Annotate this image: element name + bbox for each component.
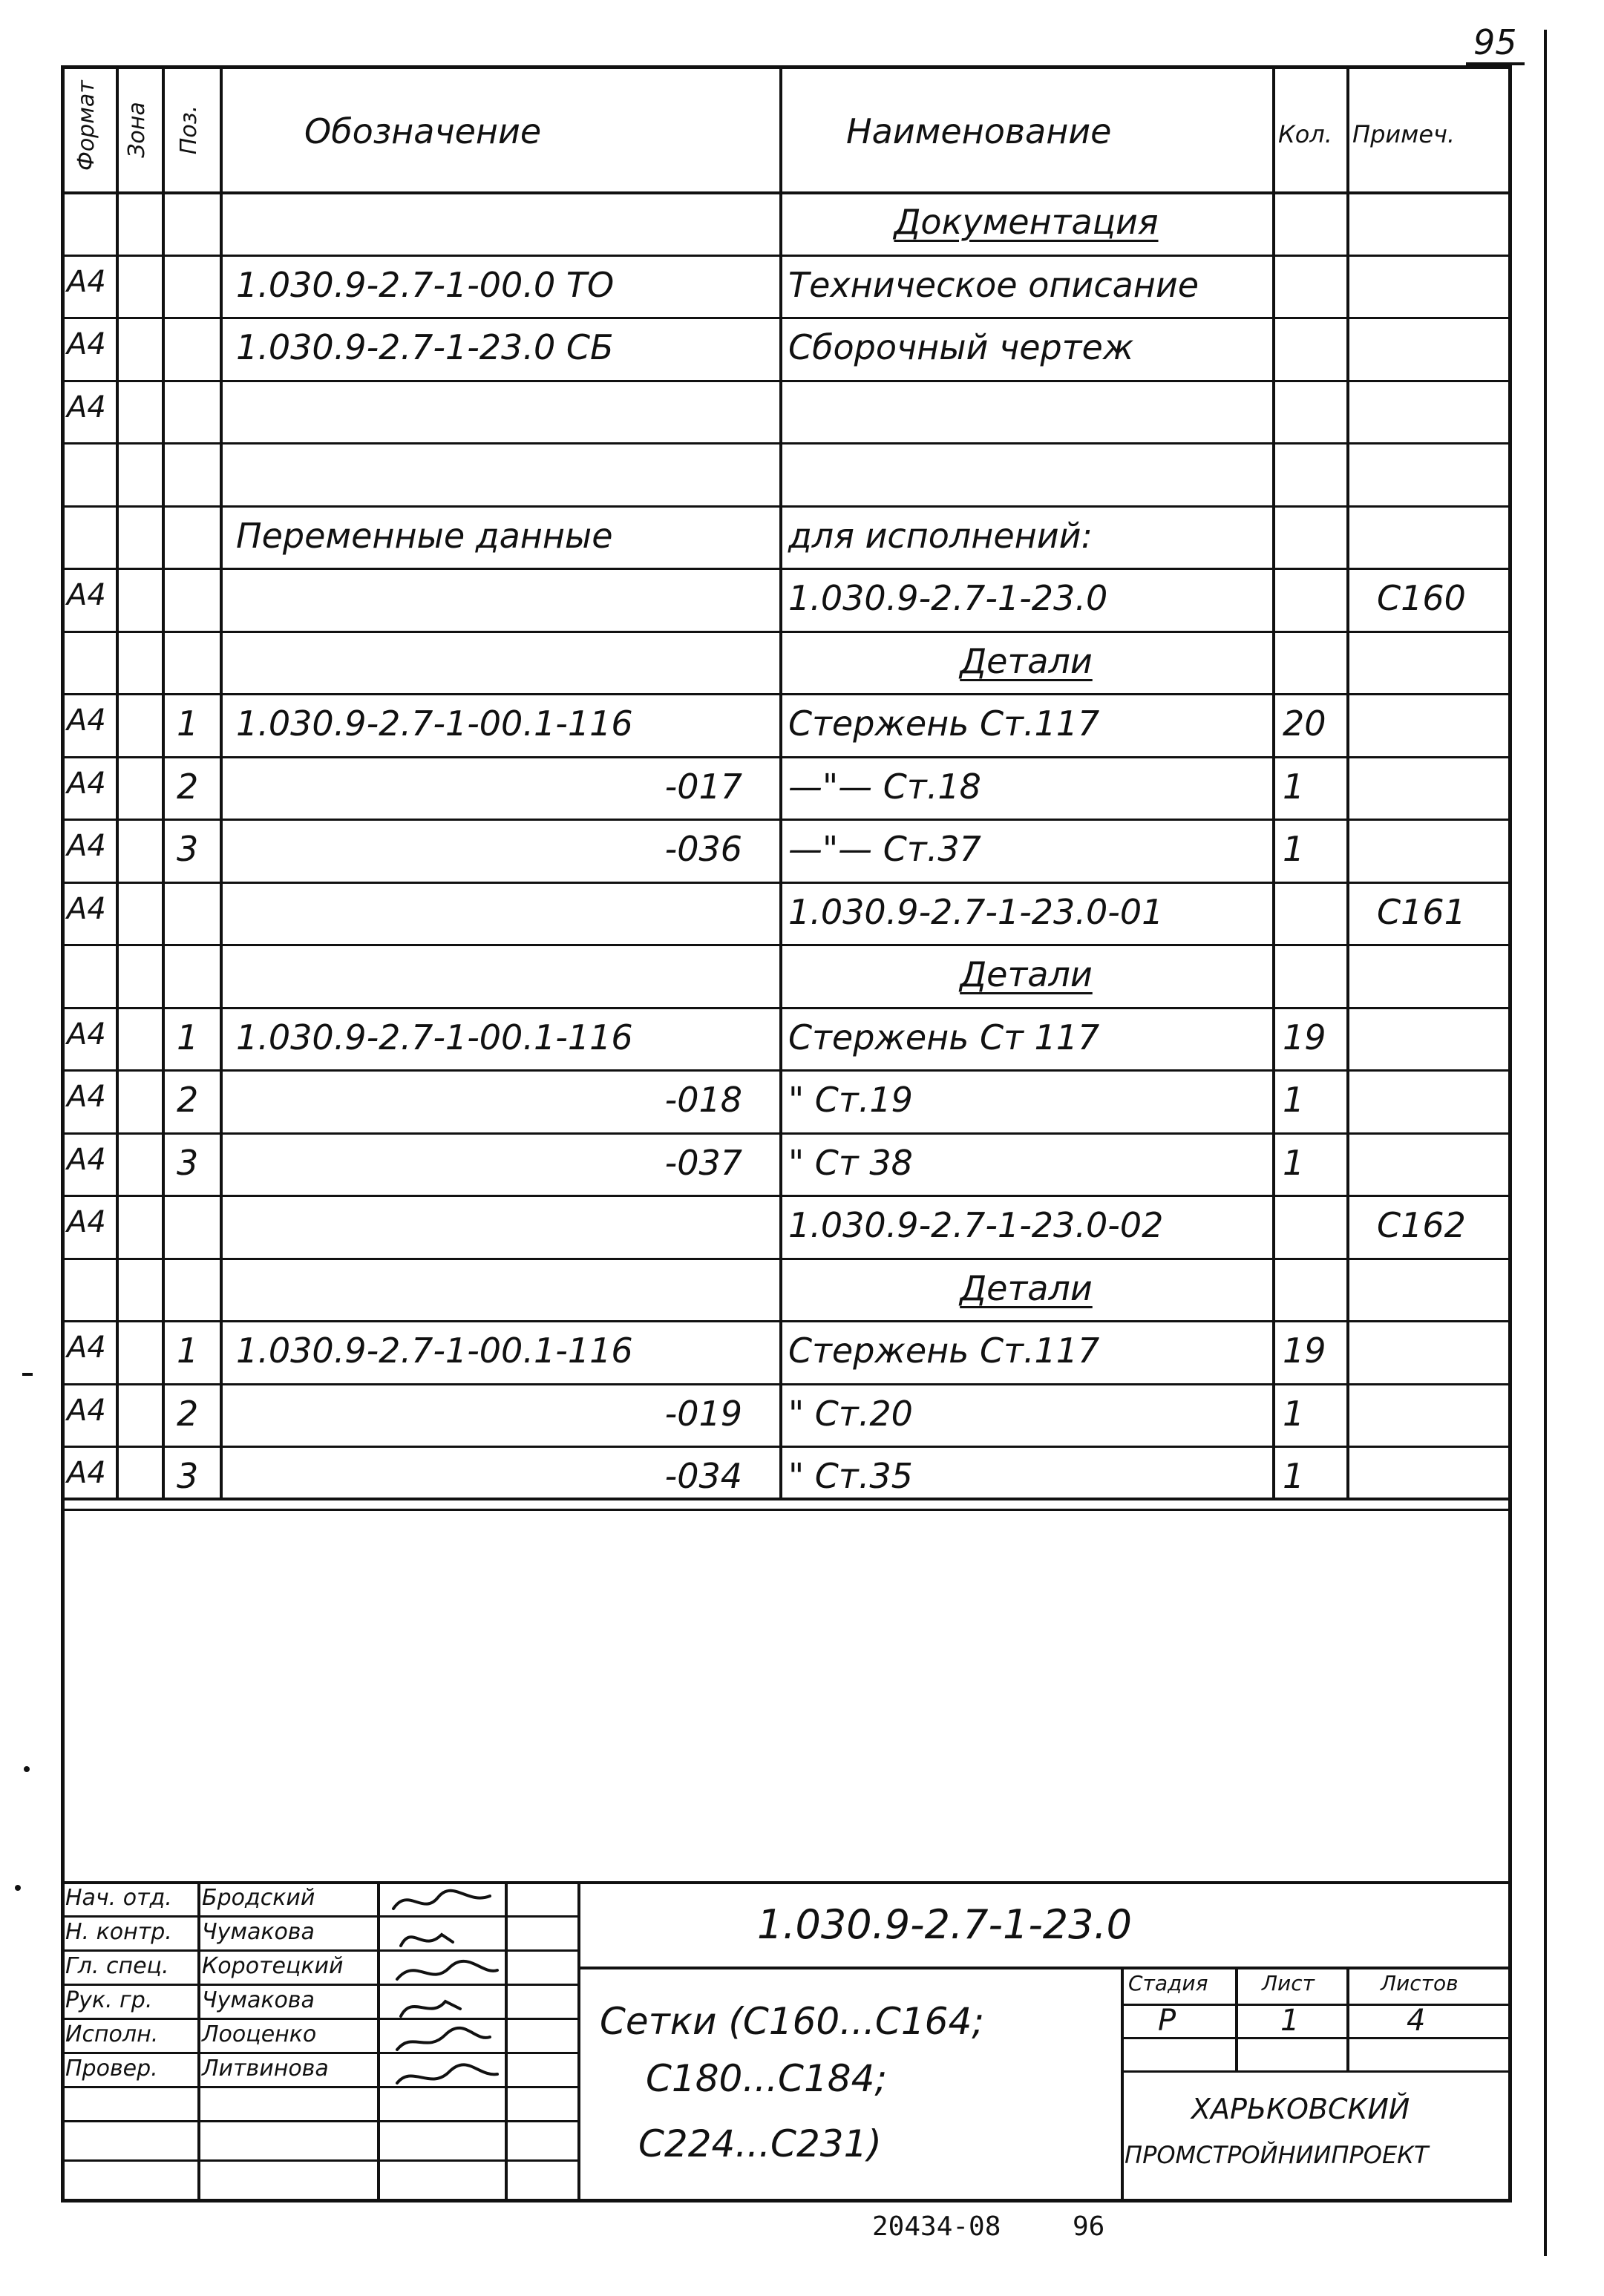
row-designation: 1.030.9-2.7-1-00.0 ТО (236, 265, 615, 305)
tb-code-line (577, 1967, 1512, 1969)
row-designation: 1.030.9-2.7-1-00.1-116 (236, 703, 633, 744)
row-pos: 1 (177, 1017, 199, 1057)
role-label: Гл. спец. (65, 1953, 169, 1979)
row-format: А4 (67, 1456, 106, 1490)
row-name: 1.030.9-2.7-1-23.0-02 (788, 1205, 1164, 1245)
tb-v1 (197, 1881, 200, 2202)
header-designation: Обозначение (304, 111, 542, 151)
row-qty: 1 (1283, 1456, 1305, 1496)
sheets-value: 4 (1407, 2004, 1426, 2038)
row-designation: 1.030.9-2.7-1-00.1-116 (236, 1017, 633, 1057)
role-name: Бродский (202, 1885, 315, 1911)
header-pos: Поз. (176, 105, 202, 155)
row-qty: 1 (1283, 767, 1305, 807)
row-name: для исполнений: (788, 516, 1093, 556)
stage-value: Р (1158, 2004, 1176, 2038)
row-name: —"— Ст.18 (788, 767, 981, 807)
sheet-value: 1 (1280, 2004, 1300, 2038)
row-name: Детали (960, 641, 1093, 681)
row-line (61, 1258, 1512, 1260)
row-designation: -034 (664, 1456, 742, 1496)
col-line-7 (1508, 65, 1511, 1498)
stage-label: Стадия (1128, 1971, 1208, 1995)
row-line (61, 819, 1512, 821)
role-name: Коротецкий (202, 1953, 344, 1979)
role-label: Провер. (65, 2056, 158, 2082)
side-mark (22, 1373, 33, 1376)
role-name: Литвинова (202, 2056, 329, 2082)
row-line (61, 1446, 1512, 1448)
row-name: " Ст.19 (788, 1080, 913, 1120)
row-format: А4 (67, 327, 106, 361)
row-name: Техническое описание (788, 265, 1199, 305)
col-line-1 (116, 65, 119, 1498)
role-label: Рук. гр. (65, 1987, 153, 2013)
row-designation: -037 (664, 1143, 742, 1183)
row-format: А4 (67, 390, 106, 424)
row-line (61, 1509, 1512, 1511)
row-format: А4 (67, 1394, 106, 1428)
row-line (61, 255, 1512, 257)
row-name: 1.030.9-2.7-1-23.0 (788, 578, 1108, 618)
header-name: Наименование (846, 111, 1112, 151)
col-line-5 (1272, 65, 1275, 1498)
row-line (61, 944, 1512, 946)
row-format: А4 (67, 1017, 106, 1052)
table-bottom-line (61, 1498, 1512, 1500)
row-note: С162 (1377, 1205, 1466, 1245)
row-line (61, 1320, 1512, 1322)
role-label: Н. контр. (65, 1919, 172, 1945)
row-pos: 2 (177, 1080, 199, 1120)
row-name: Документация (894, 202, 1159, 242)
row-designation: -017 (664, 767, 742, 807)
row-format: А4 (67, 829, 106, 863)
tb-h9 (1121, 2004, 1512, 2006)
row-qty: 1 (1283, 1143, 1305, 1183)
role-name: Чумакова (202, 1919, 315, 1945)
row-designation: 1.030.9-2.7-1-00.1-116 (236, 1331, 633, 1371)
sheets-label: Листов (1381, 1971, 1459, 1995)
col-line-6 (1346, 65, 1349, 1498)
row-line (61, 693, 1512, 695)
row-line (61, 1383, 1512, 1385)
header-zone: Зона (124, 102, 150, 158)
row-name: —"— Ст.37 (788, 829, 981, 869)
row-name: Детали (960, 954, 1093, 994)
side-dot (15, 1885, 21, 1891)
tb-h10 (1121, 2037, 1512, 2039)
row-line (61, 380, 1512, 382)
row-line (61, 317, 1512, 319)
row-line (61, 756, 1512, 758)
row-format: А4 (67, 1143, 106, 1177)
org-line2: ПРОМСТРОЙНИИПРОЕКТ (1125, 2141, 1429, 2169)
row-format: А4 (67, 265, 106, 299)
row-name: Стержень Ст.117 (788, 703, 1100, 744)
row-format: А4 (67, 703, 106, 738)
row-format: А4 (67, 1331, 106, 1365)
row-line (61, 631, 1512, 633)
row-designation: -036 (664, 829, 742, 869)
row-name: Стержень Ст.117 (788, 1331, 1100, 1371)
row-pos: 1 (177, 703, 199, 744)
header-qty: Кол. (1278, 120, 1332, 148)
row-qty: 19 (1283, 1331, 1326, 1371)
row-pos: 2 (177, 1394, 199, 1434)
header-note: Примеч. (1352, 120, 1456, 148)
row-pos: 3 (177, 829, 199, 869)
role-label: Исполн. (65, 2021, 159, 2047)
row-format: А4 (67, 1080, 106, 1114)
tb-v5 (1121, 1967, 1124, 2202)
row-pos: 3 (177, 1456, 199, 1496)
row-designation: 1.030.9-2.7-1-23.0 СБ (236, 327, 614, 367)
tb-v4 (577, 1881, 580, 2202)
row-line (61, 1007, 1512, 1009)
row-name: " Ст 38 (788, 1143, 913, 1183)
row-designation: Переменные данные (236, 516, 613, 556)
row-note: С160 (1377, 578, 1466, 618)
row-pos: 3 (177, 1143, 199, 1183)
doc-title-line1: Сетки (С160...С164; (600, 2000, 985, 2043)
doc-title-line2: С180...С184; (646, 2057, 888, 2100)
header-format: Формат (73, 80, 99, 171)
signatures (379, 1883, 505, 2128)
row-name: " Ст.35 (788, 1456, 913, 1496)
row-note: С161 (1377, 892, 1466, 932)
row-qty: 1 (1283, 829, 1305, 869)
col-line-4 (779, 65, 782, 1498)
row-name: Сборочный чертеж (788, 327, 1134, 367)
row-name: Детали (960, 1268, 1093, 1308)
row-format: А4 (67, 767, 106, 801)
side-dot (24, 1766, 30, 1772)
footer-code: 20434-08 (872, 2211, 1001, 2242)
tb-h11 (1121, 2070, 1512, 2073)
right-edge-line (1544, 30, 1547, 2256)
row-name: Стержень Ст 117 (788, 1017, 1100, 1057)
col-line-2 (162, 65, 165, 1498)
row-qty: 19 (1283, 1017, 1326, 1057)
row-line (61, 1195, 1512, 1197)
tb-v3 (505, 1881, 508, 2202)
sheet-label: Лист (1262, 1971, 1315, 1995)
row-line (61, 1132, 1512, 1135)
footer-page: 96 (1073, 2211, 1105, 2242)
role-label: Нач. отд. (65, 1885, 172, 1911)
row-designation: -019 (664, 1394, 742, 1434)
org-line1: ХАРЬКОВСКИЙ (1191, 2093, 1410, 2125)
doc-title-line3: С224...С231) (638, 2122, 882, 2165)
row-line (61, 442, 1512, 445)
row-format: А4 (67, 892, 106, 926)
row-line (61, 1069, 1512, 1072)
row-qty: 1 (1283, 1394, 1305, 1434)
tb-h8 (61, 2159, 579, 2162)
role-name: Лооценко (202, 2021, 317, 2047)
row-format: А4 (67, 1205, 106, 1239)
row-qty: 1 (1283, 1080, 1305, 1120)
row-name: 1.030.9-2.7-1-23.0-01 (788, 892, 1164, 932)
row-designation: -018 (664, 1080, 742, 1120)
header-line (61, 191, 1512, 194)
row-pos: 2 (177, 767, 199, 807)
row-line (61, 505, 1512, 508)
row-pos: 1 (177, 1331, 199, 1371)
doc-code: 1.030.9-2.7-1-23.0 (757, 1901, 1133, 1948)
row-qty: 20 (1283, 703, 1326, 744)
role-name: Чумакова (202, 1987, 315, 2013)
row-line (61, 882, 1512, 884)
tb-v7 (1346, 1967, 1349, 2070)
row-name: " Ст.20 (788, 1394, 913, 1434)
tb-v6 (1235, 1967, 1238, 2070)
row-format: А4 (67, 578, 106, 612)
sheet-number: 95 (1466, 22, 1525, 65)
row-line (61, 568, 1512, 570)
title-block-top (61, 1881, 1512, 1884)
